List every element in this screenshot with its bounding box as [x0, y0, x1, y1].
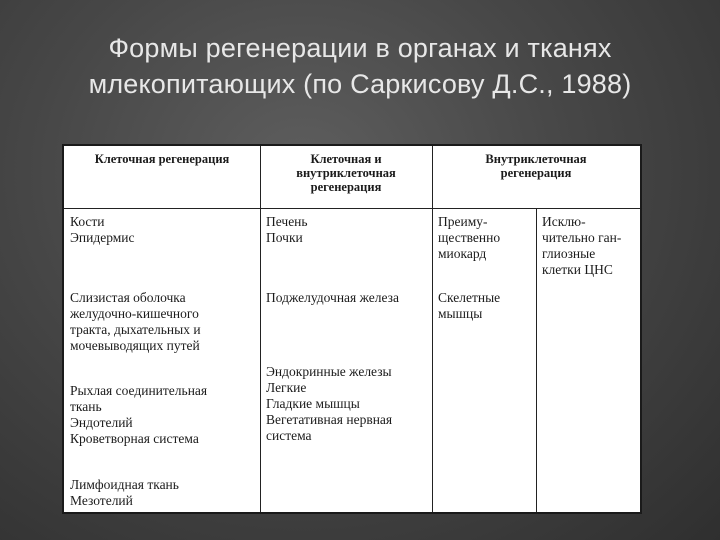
col-divider-1	[260, 146, 261, 512]
col2-group-2: Поджелудочная железа	[266, 290, 399, 305]
header-intracellular-label: Внутриклеточная регенерация	[485, 152, 587, 180]
slide-title	[0, 30, 720, 102]
header-intracellular	[432, 146, 640, 208]
col1-group-3: Рыхлая соединительная ткань Эндотелий Кроветворная система	[70, 383, 208, 446]
col1-group-1: Кости Эпидермис	[70, 214, 135, 245]
header-cellular-intracellular	[260, 146, 432, 208]
col3-group-2: Скелетные мышцы	[438, 290, 501, 321]
col2-group-3: Эндокринные железы Легкие Гладкие мышцы Вегетативная нервная система	[266, 364, 393, 443]
header-cellular	[64, 146, 260, 208]
col1-group-4: Лимфоидная ткань Мезотелий	[70, 477, 179, 508]
col2-group-1: Печень Почки	[266, 214, 308, 245]
title-line-2: млекопитающих (по Саркисову Д.С., 1988)	[88, 69, 632, 99]
col1-group-2: Слизистая оболочка желудочно-кишечного тракта, дыхательных и мочевыводящих путей	[70, 290, 201, 353]
col4-group-1: Исклю- чительно ган- глиозные клетки ЦНС	[542, 214, 622, 277]
col-divider-3	[536, 208, 537, 512]
col-divider-2	[432, 146, 433, 512]
header-divider	[64, 208, 640, 209]
header-cellular-label: Клеточная регенерация	[94, 152, 230, 166]
header-cellular-intracellular-label: Клеточная и внутриклеточная регенерация	[296, 152, 396, 194]
col3-group-1: Преиму- щественно миокард	[438, 214, 501, 261]
title-line-1: Формы регенерации в органах и тканях	[108, 33, 612, 63]
regeneration-table	[62, 144, 642, 514]
